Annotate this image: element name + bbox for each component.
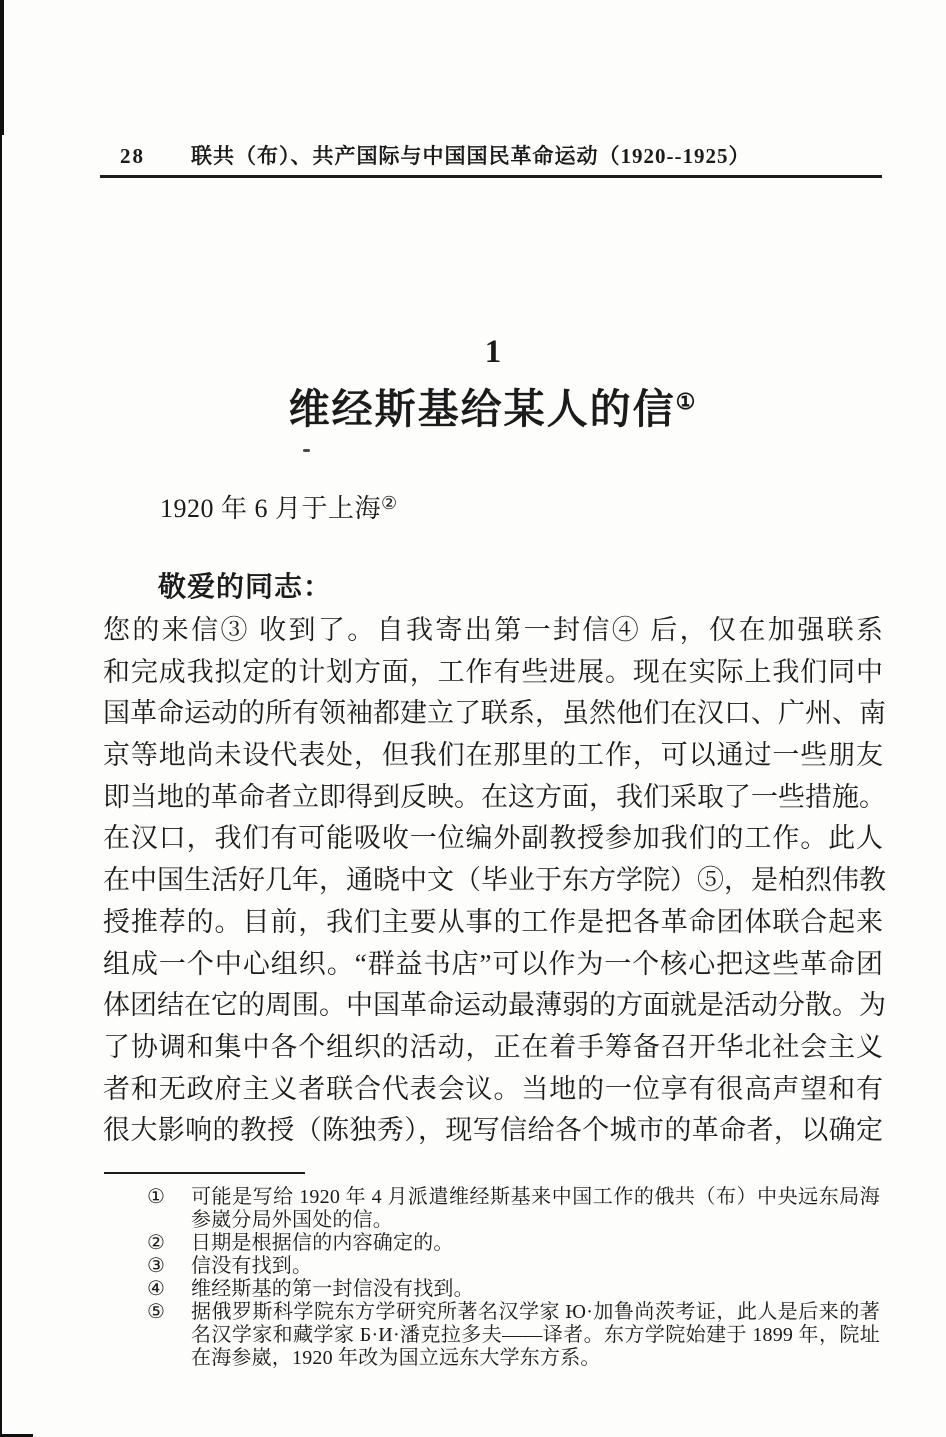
body-text-line: 者和无政府主义者联合代表会议。当地的一位享有很高声望和有: [103, 1073, 883, 1104]
footnote-separator: [104, 1172, 305, 1174]
body-text-line: 体团结在它的周围。中国革命运动最薄弱的方面就是活动分散。为: [103, 990, 886, 1021]
chapter-title-text: 维经斯基给某人的信: [288, 386, 676, 432]
chapter-title: [63, 376, 923, 435]
body-text-line: 和完成我拟定的计划方面，工作有些进展。现在实际上我们同中: [103, 656, 883, 687]
body-text-line: 授推荐的。目前，我们主要从事的工作是把各革命团体联合起来: [103, 906, 883, 937]
chapter-number: 1: [484, 334, 502, 370]
footnote-text: 可能是写给 1920 年 4 月派遣维经斯基来中国工作的俄共（布）中央远东局海参崴分局外国处的信。: [191, 1186, 880, 1231]
ink-speck-artifact: [303, 449, 310, 452]
header-rule: [100, 175, 882, 178]
footnote-marker: ②: [147, 1232, 165, 1254]
footnote-item: [147, 1278, 880, 1301]
footnote-item: [147, 1255, 880, 1278]
page-number: 28: [120, 144, 145, 168]
footnote-item: [147, 1301, 880, 1370]
footnote-item: [147, 1232, 880, 1255]
dateline: [160, 488, 398, 525]
footnote-text: 维经斯基的第一封信没有找到。: [191, 1278, 474, 1300]
body-text-line: 国革命运动的所有领袖都建立了联系，虽然他们在汉口、广州、南: [103, 698, 886, 729]
salutation: 敬爱的同志：: [158, 572, 333, 603]
body-text-line: 在中国生活好几年，通晓中文（毕业于东方学院）⑤，是柏烈伟教: [103, 865, 886, 896]
dateline-text: 1920 年 6 月于上海: [160, 494, 382, 523]
dateline-footnote-ref: ②: [381, 493, 398, 513]
footnote-text: 据俄罗斯科学院东方学研究所著名汉学家 Ю·加鲁尚茨考证，此人是后来的著名汉学家和藏学家 Б·И·潘克拉多夫——译者。东方学院始建于 1899 年，院址在海参崴，1920 年改为国立远东大学东方系。: [191, 1301, 880, 1369]
body-text-line: 了协调和集中各个组织的活动，正在着手筹备召开华北社会主义: [103, 1031, 883, 1062]
body-text-line: 很大影响的教授（陈独秀），现写信给各个城市的革命者，以确定: [103, 1115, 883, 1146]
footnote-item: [147, 1186, 880, 1232]
footnote-marker: ①: [147, 1186, 165, 1208]
body-text-line: 即当地的革命者立即得到反映。在这方面，我们采取了一些措施。: [103, 781, 886, 812]
letter-body: [103, 610, 886, 1152]
footnote-marker: ⑤: [147, 1301, 165, 1323]
title-footnote-ref: ①: [675, 389, 698, 414]
footnote-marker: ④: [147, 1278, 165, 1300]
body-text-line: 京等地尚未设代表处，但我们在那里的工作，可以通过一些朋友: [103, 740, 883, 771]
body-text-line: 组成一个中心组织。“群益书店”可以作为一个核心把这些革命团: [103, 948, 883, 979]
running-title: 联共（布）、共产国际与中国国民革命运动（1920--1925）: [191, 144, 751, 168]
scan-edge-artifact-top: [0, 0, 4, 135]
body-text-line: 您的来信③ 收到了。自我寄出第一封信④ 后，仅在加强联系: [103, 615, 883, 645]
footnote-text: 日期是根据信的内容确定的。: [191, 1232, 454, 1254]
body-text-line: 在汉口，我们有可能吸收一位编外副教授参加我们的工作。此人: [103, 823, 883, 854]
footnote-text: 信没有找到。: [191, 1255, 313, 1277]
scan-edge-artifact-left: [0, 0, 2, 1437]
footnote-marker: ③: [147, 1255, 165, 1277]
page-header: [120, 140, 886, 170]
footnotes: [147, 1186, 880, 1370]
